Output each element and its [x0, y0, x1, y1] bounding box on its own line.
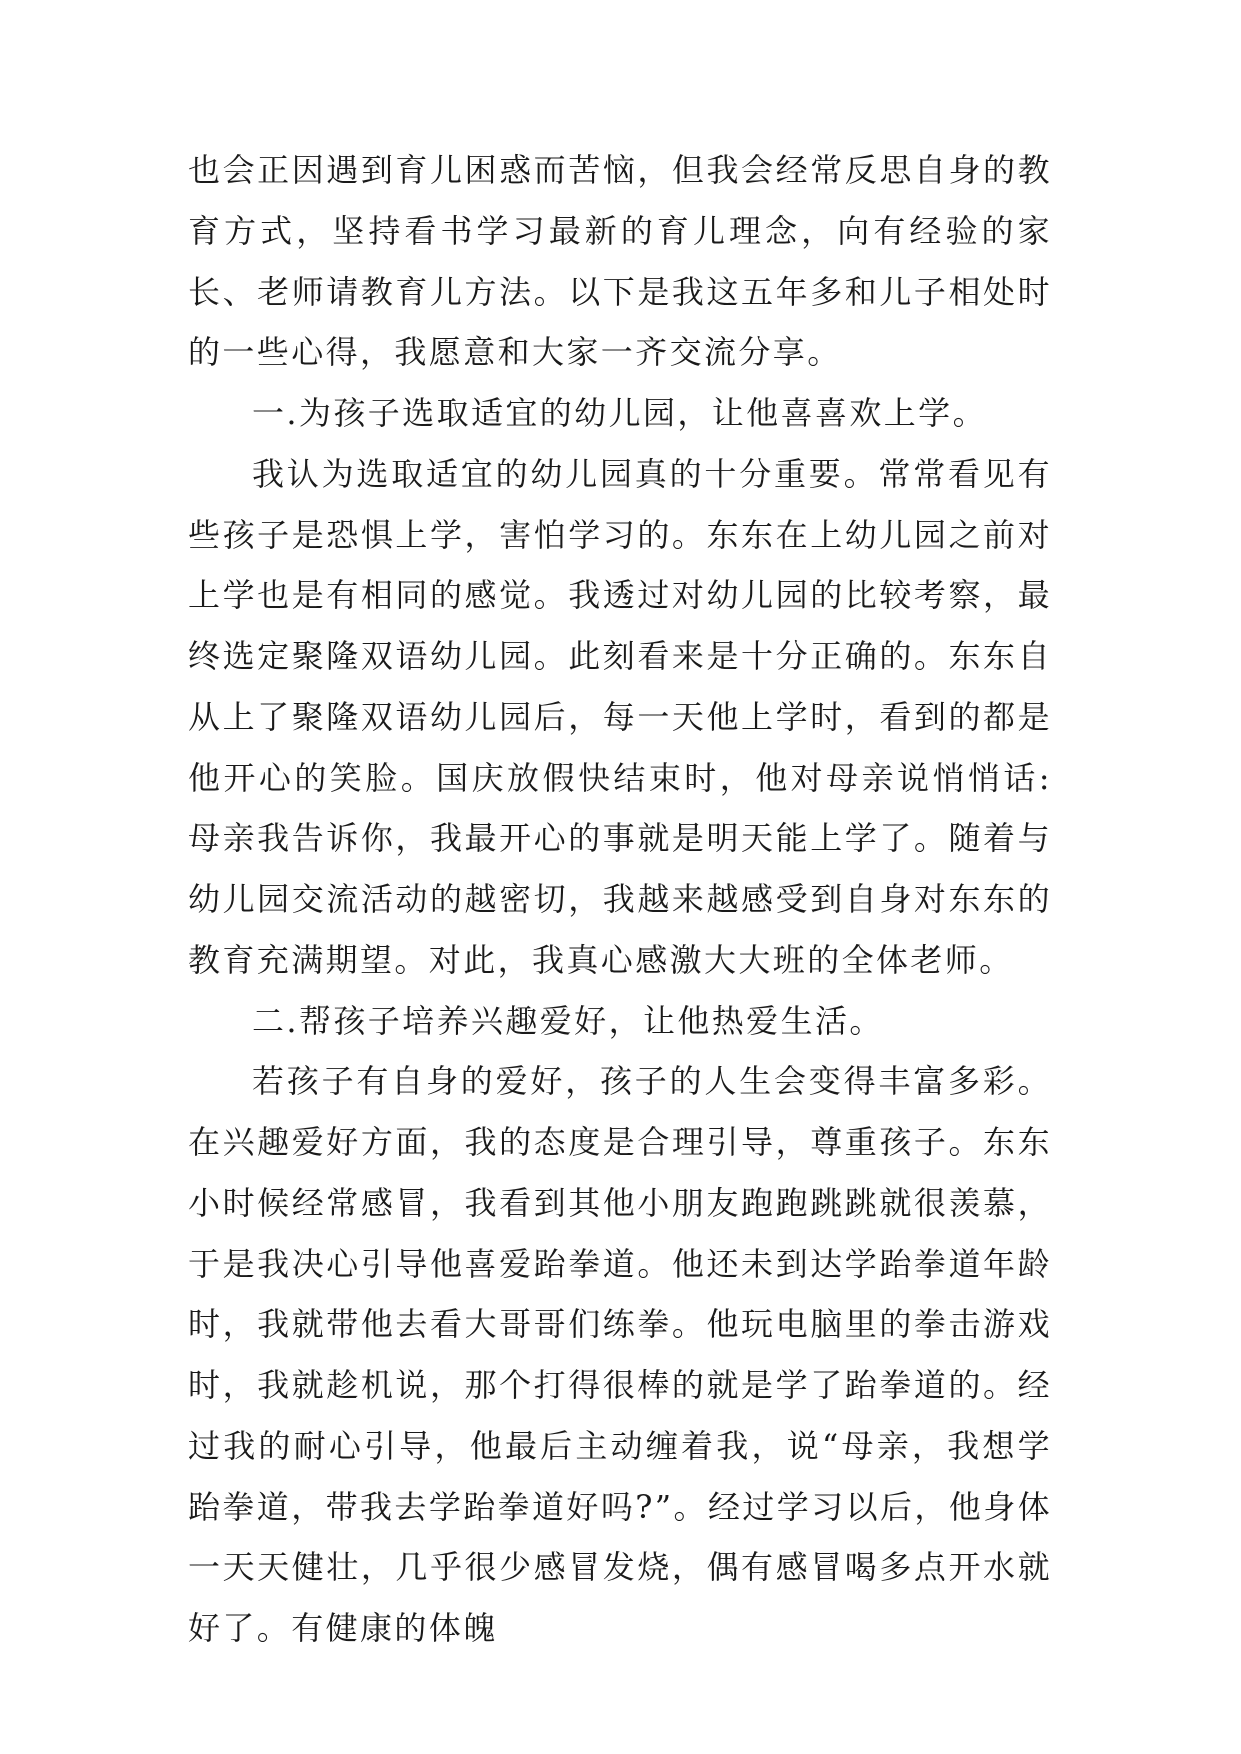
- section-heading-1: 一.为孩子选取适宜的幼儿园，让他喜喜欢上学。: [252, 394, 987, 432]
- paragraph-kindergarten-choice: 我认为选取适宜的幼儿园真的十分重要。常常看见有些孩子是恐惧上学，害怕学习的。东东在上幼儿园之前对上学也是有相同的感觉。我透过对幼儿园的比较考察，最终选定聚隆双语幼儿园。此刻看来是十分正确的。东东自从上了聚隆双语幼儿园后，每一天他上学时，看到的都是他开心的笑脸。国庆放假快结束时，他对母亲说悄悄话:母亲我告诉你，我最开心的事就是明天能上学了。随着与幼儿园交流活动的越密切，我越来越感受到自身对东东的教育充满期望。对此，我真心感激大大班的全体老师。: [188, 454, 1052, 979]
- paragraph-intro-continuation: 也会正因遇到育儿困惑而苦恼，但我会经常反思自身的教育方式，坚持看书学习最新的育儿理念，向有经验的家长、老师请教育儿方法。以下是我这五年多和儿子相处时的一些心得，我愿意和大家一齐交流分享。: [188, 151, 1052, 372]
- document-body: [188, 140, 1052, 1659]
- paragraph-hobbies: 若孩子有自身的爱好，孩子的人生会变得丰富多彩。在兴趣爱好方面，我的态度是合理引导，尊重孩子。东东小时候经常感冒，我看到其他小朋友跑跑跳跳就很羡慕，于是我决心引导他喜爱跆拳道。他还未到达学跆拳道年龄时，我就带他去看大哥哥们练拳。他玩电脑里的拳击游戏时，我就趁机说，那个打得很棒的就是学了跆拳道的。经过我的耐心引导，他最后主动缠着我，说“母亲，我想学跆拳道，带我去学跆拳道好吗?”。经过学习以后，他身体一天天健壮，几乎很少感冒发烧，偶有感冒喝多点开水就好了。有健康的体魄: [188, 1062, 1052, 1647]
- section-heading-2: 二.帮孩子培养兴趣爱好，让他热爱生活。: [252, 1001, 884, 1040]
